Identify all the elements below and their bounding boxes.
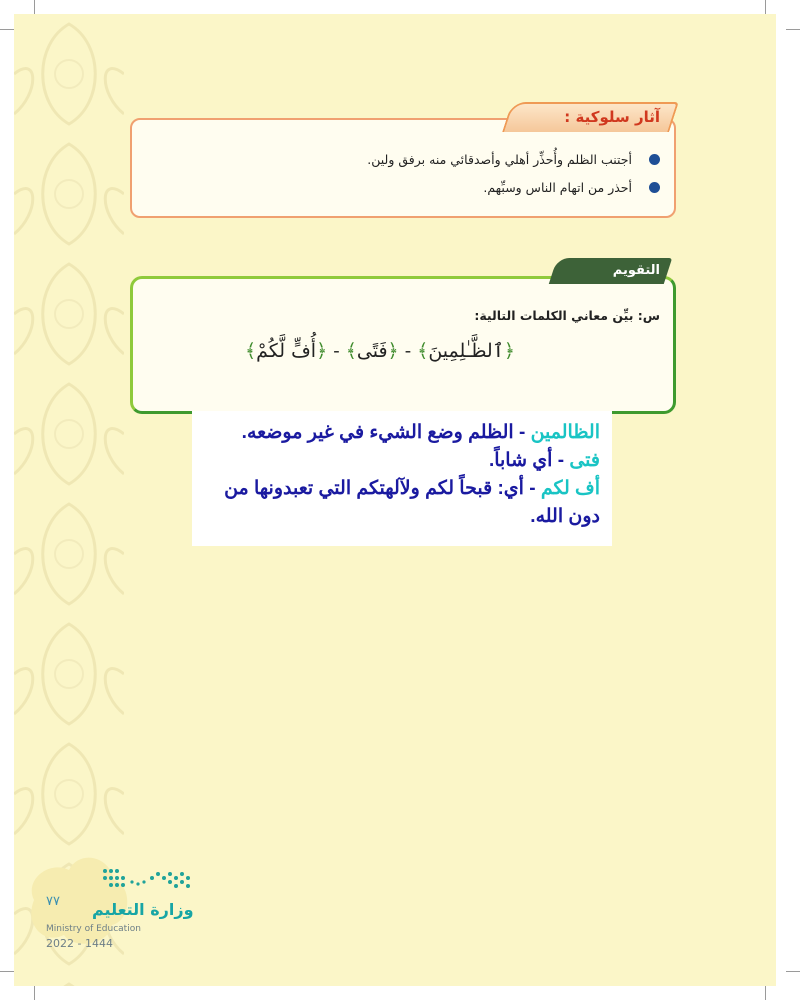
crop-mark (786, 29, 800, 30)
ornate-bracket-icon: ﴿ (316, 340, 328, 362)
answer-text: - الظلم وضع الشيء في غير موضعه. (241, 422, 531, 443)
crop-mark (765, 986, 766, 1000)
crop-mark (765, 0, 766, 14)
answer-term: أف لكم (540, 478, 600, 499)
crop-mark (786, 971, 800, 972)
crop-mark (0, 971, 14, 972)
quran-words (160, 340, 600, 362)
behavior-text: أجتنب الظلم وأُحذِّر أهلي وأصدقائي منه برفق ولين. (367, 152, 632, 167)
behavioral-effects-list (150, 148, 660, 204)
answer-text: دون الله. (530, 506, 600, 527)
quran-word: فَتًى (356, 340, 388, 362)
ornate-bracket-icon: ﴾ (245, 340, 257, 362)
answer-text: - أي: قبحاً لكم ولآلهتكم التي تعبدونها من (224, 478, 541, 499)
answer-line (224, 477, 600, 500)
quran-word: ٱلظَّـٰلِمِينَ (428, 340, 504, 362)
ministry-logo-icon (100, 865, 195, 893)
ornate-bracket-icon: ﴿ (503, 340, 515, 362)
list-item (150, 148, 660, 176)
ornate-bracket-icon: ﴾ (417, 340, 429, 362)
answer-line (489, 449, 600, 472)
evaluation-question: س: بيِّن معاني الكلمات التالية: (474, 308, 660, 323)
evaluation-title: التقويم (612, 263, 660, 278)
answer-box (192, 411, 612, 546)
answer-term: الظالمين (530, 422, 600, 443)
ornate-bracket-icon: ﴾ (345, 340, 357, 362)
ornate-bracket-icon: ﴿ (387, 340, 399, 362)
answer-term: فتى (569, 450, 600, 471)
answer-text: - أي شاباً. (488, 450, 570, 471)
ministry-name-arabic: وزارة التعليم (92, 900, 194, 919)
bullet-icon (649, 154, 660, 165)
answer-line (530, 505, 600, 528)
word-separator: - (327, 340, 346, 362)
ministry-name-english: Ministry of Education (46, 924, 141, 934)
behavioral-effects-title: آثار سلوكية : (564, 108, 660, 126)
answer-line (242, 421, 600, 444)
page-number: ٧٧ (46, 894, 60, 909)
crop-mark (34, 986, 35, 1000)
bullet-icon (649, 182, 660, 193)
crop-mark (34, 0, 35, 14)
list-item (150, 176, 660, 204)
quran-word: أُفٍّ لَّكُمْ (256, 340, 317, 362)
crop-mark (0, 29, 14, 30)
edition-year: 2022 - 1444 (46, 937, 113, 950)
behavior-text: أحذر من اتهام الناس وسبِّهم. (483, 180, 632, 195)
word-separator: - (398, 340, 418, 362)
